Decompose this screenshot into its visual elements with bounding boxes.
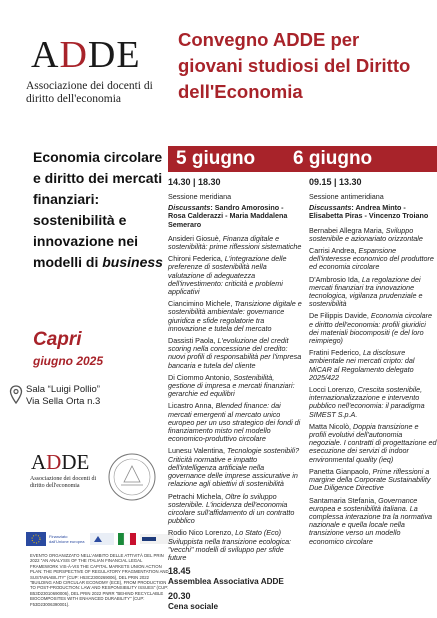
conference-theme bbox=[33, 147, 168, 273]
day2-session: Sessione antimeridiana bbox=[309, 192, 384, 201]
theme-italic: business bbox=[102, 254, 163, 270]
talk-title: Governance europea e sostenibilità italiana. La complessa interazione tra la normativa nazionale e quella locale nella transizione verso un modello economico circolare bbox=[309, 495, 433, 546]
talk-author: Di Ciommo Antonio, bbox=[168, 372, 232, 382]
discussants-names: Sandro Amorosino - Rosa Calderazzi - Maria Maddalena Semeraro bbox=[168, 203, 288, 229]
association-name-small: Associazione dei docenti di diritto dell'economia bbox=[30, 476, 97, 489]
talk-author: De Filippis Davide, bbox=[309, 311, 369, 321]
dinner-time: 20.30 bbox=[168, 591, 191, 602]
talk-item bbox=[309, 247, 437, 272]
funding-logos bbox=[26, 530, 176, 548]
venue bbox=[26, 384, 100, 408]
talk-item bbox=[168, 337, 303, 370]
funding-disclaimer: EVENTO ORGANIZZATO NELL'AMBITO DELLE ATTIVITÀ DEL PRIN 2022 "AN ANALYSIS OF THE ITALIAN FINANCIAL LEGAL FRAMEWORK VIS-À-VIS THE CAPITAL MARKETS UNION ACTION PLAN: THE PERSPECTIVE OF REGULATORY FRAGMENTATION AND SUSTAINABILITY" (CUP: H53C2300269006), DEL PRIN 2022 "BUILDING AND CIRCULAR ECONOMY (ECE), FROM PRODUCTION TO POST-PRODUCTION: LAW AND RESPONSIBILITY ISSUES" (CUP: B53D23010690006), DEL PRIN 2022 PNRR "BEHIND RECYCLABLE BIOCOMPOSITES WITH ENHANCED DURABILITY" (CUP: F53D23006390001). bbox=[30, 553, 169, 607]
talk-author: Lunesu Valentina, bbox=[168, 446, 226, 456]
talk-title: Finanza digitale e sostenibilità: prime riflessioni sistematiche bbox=[168, 233, 302, 252]
talk-title: La regolazione dei mercati finanziari tra innovazione tecnologica, vigilanza prudenziale e sostenibilità bbox=[309, 274, 423, 309]
talk-item bbox=[168, 374, 303, 399]
talk-title: Crescita sostenibile, internazionalizzazione e intervento pubblico nell'economia: il paradigma SIMEST S.p.A. bbox=[309, 385, 425, 419]
logo-small-letter-e: E bbox=[76, 450, 90, 474]
day1-talks bbox=[168, 235, 303, 562]
date-day2: 6 giugno bbox=[293, 148, 373, 169]
talk-author: Petrachi Michela, bbox=[168, 491, 224, 501]
talk-title: Sostenibilità, gestione di impresa e mercati finanziari: gerarchie ed equilibri bbox=[168, 372, 295, 399]
italia-domani-logo-icon bbox=[118, 533, 136, 545]
talk-title: Tecnologie sostenibili? Criticità normative e impatto dell'intelligenza artificiale nella governance delle imprese assicurative in relazione agli obiettivi di sostenibilità bbox=[168, 446, 300, 489]
talk-item bbox=[168, 402, 303, 443]
talk-author: Rodio Nico Lorenzo, bbox=[168, 528, 234, 538]
talk-item bbox=[309, 227, 437, 243]
talk-title: L'integrazione delle preferenze di sostenibilità nella valutazione di adeguatezza dell'investimento: criticità e problemi applicativi bbox=[168, 254, 287, 297]
assembly-time: 18.45 bbox=[168, 566, 191, 577]
talk-title: Sviluppo sostenibile e azionariato orizzontale bbox=[309, 225, 423, 243]
talk-item bbox=[168, 529, 303, 562]
talk-author: Ciancimino Michele, bbox=[168, 299, 233, 309]
discussants-names: Andrea Minto - Elisabetta Piras - Vincenzo Troiano bbox=[309, 203, 429, 221]
day1-time: 14.30 | 18.30 bbox=[168, 177, 221, 187]
association-name: Associazione dei docenti di diritto dell'economia bbox=[26, 80, 153, 105]
adde-logo bbox=[31, 35, 141, 75]
logo-letter-a: A bbox=[31, 34, 60, 76]
program-day1 bbox=[168, 177, 303, 616]
talk-title: Prime riflessioni a margine della Corporate Sustainability Due Diligence Directive bbox=[309, 466, 431, 493]
talk-title: Oltre lo sviluppo sostenibile. L'incidenza dell'economia circolare sull'affidamento di un contratto pubblico bbox=[168, 491, 295, 526]
logo-letter-d2: D bbox=[87, 34, 117, 76]
talk-item bbox=[168, 300, 303, 333]
talk-author: D'Ambrosio Ida, bbox=[309, 274, 360, 284]
talk-item bbox=[309, 423, 437, 464]
talk-title: Economia circolare e diritto dell'economia: profili giuridici dei materiali biocompositi (e del loro reimpiego) bbox=[309, 311, 433, 346]
talk-item bbox=[168, 447, 303, 488]
day1-discussants: Discussants: Sandro Amorosino - Rosa Calderazzi - Maria Maddalena Semeraro bbox=[168, 203, 288, 229]
talk-item bbox=[309, 349, 437, 382]
discussants-label: Discussants bbox=[168, 203, 211, 213]
day1-session: Sessione meridiana bbox=[168, 192, 232, 201]
talk-author: Licastro Anna, bbox=[168, 401, 214, 411]
talk-item bbox=[309, 276, 437, 309]
location-pin-icon bbox=[9, 385, 23, 405]
talk-title: Espansione dell'interesse economico del produttore ed economia circolare bbox=[309, 246, 434, 272]
university-seal-icon bbox=[107, 452, 157, 502]
talk-item bbox=[168, 255, 303, 296]
logo-small-letter-d2: D bbox=[61, 450, 77, 474]
talk-author: Fratini Federico, bbox=[309, 348, 361, 358]
venue-address: Via Sella Orta n.3 bbox=[26, 396, 101, 407]
talk-author: Matta Nicolò, bbox=[309, 421, 351, 431]
talk-title: Doppia transizione e profili evolutivi dell'autonomia negoziale. I contratti di progettazione ed esecuzione dei servizi di indoor environmental quality (ieq) bbox=[309, 421, 437, 464]
city: Capri bbox=[33, 329, 82, 350]
day2-talks bbox=[309, 227, 437, 546]
talk-author: Locci Lorenzo, bbox=[309, 385, 356, 395]
day2-time: 09.15 | 13.30 bbox=[309, 177, 362, 187]
discussants-label: Discussants bbox=[309, 203, 352, 213]
talk-item bbox=[309, 468, 437, 493]
talk-author: Dassisti Paola, bbox=[168, 336, 216, 346]
talk-author: Ansideri Giosuè, bbox=[168, 233, 221, 243]
eu-flag-icon bbox=[26, 532, 46, 546]
logo-letter-e: E bbox=[116, 34, 141, 76]
talk-title: Lo Stato (Eco) Sviluppista nella transizione ecologica: "vecchi" modelli di sviluppo per sfide future bbox=[168, 528, 292, 562]
event-month: giugno 2025 bbox=[33, 354, 104, 368]
logo-small-letter-d1: D bbox=[46, 450, 62, 474]
talk-author: Chironi Federica, bbox=[168, 254, 223, 264]
page-title: Convegno ADDE per giovani studiosi del Diritto dell'Economia bbox=[178, 29, 411, 102]
program-day2 bbox=[309, 177, 437, 550]
talk-title: Blended finance: dai mercati emergenti al mercato unico europeo per un uso strategico dei fondi di finanziamento misto nel modello economico-produttivo circolare bbox=[168, 401, 301, 444]
svg-text:dall'Unione europea: dall'Unione europea bbox=[49, 539, 85, 544]
svg-text:Finanziato: Finanziato bbox=[49, 534, 68, 539]
venue-name: Sala “Luigi Pollio” bbox=[26, 384, 100, 395]
talk-item bbox=[168, 235, 303, 251]
talk-author: Carrisi Andrea, bbox=[309, 246, 357, 256]
logo-letter-d1: D bbox=[59, 34, 88, 76]
ministry-logo-icon bbox=[90, 533, 114, 545]
talk-item bbox=[309, 497, 437, 546]
theme-text: Economia circolare e diritto dei mercati finanziari: sostenibilità e innovazione nei modelli di bbox=[33, 149, 163, 270]
talk-item bbox=[309, 386, 437, 419]
talk-title: Transizione digitale e sostenibilità ambientale: governance giuridica e sfide regolatorie tra innovazione e tutela del mercato bbox=[168, 299, 302, 333]
talk-item bbox=[309, 312, 437, 345]
talk-title: L'evoluzione del credit scoring nella concessione del credito: nuovi profili di responsabilità per l'impresa bancaria e tutela del cliente bbox=[168, 336, 302, 370]
talk-author: Santamaria Stefania, bbox=[309, 495, 377, 505]
talk-title: La disclosure ambientale nei mercati cripto: dal MiCAR al Regolamento delegato 2025/422 bbox=[309, 348, 415, 382]
talk-author: Panetta Gianpaolo, bbox=[309, 466, 371, 476]
logo-small-letter-a: A bbox=[31, 450, 47, 474]
talk-author: Bernabei Allegra Maria, bbox=[309, 225, 384, 235]
day2-discussants: Discussants: Andrea Minto - Elisabetta Piras - Vincenzo Troiano bbox=[309, 203, 429, 221]
dinner-label: Cena sociale bbox=[168, 602, 219, 612]
date-day1: 5 giugno bbox=[176, 148, 256, 169]
adde-logo-small bbox=[31, 451, 89, 473]
assembly-label: Assemblea Associativa ADDE bbox=[168, 577, 284, 587]
talk-item bbox=[168, 493, 303, 526]
